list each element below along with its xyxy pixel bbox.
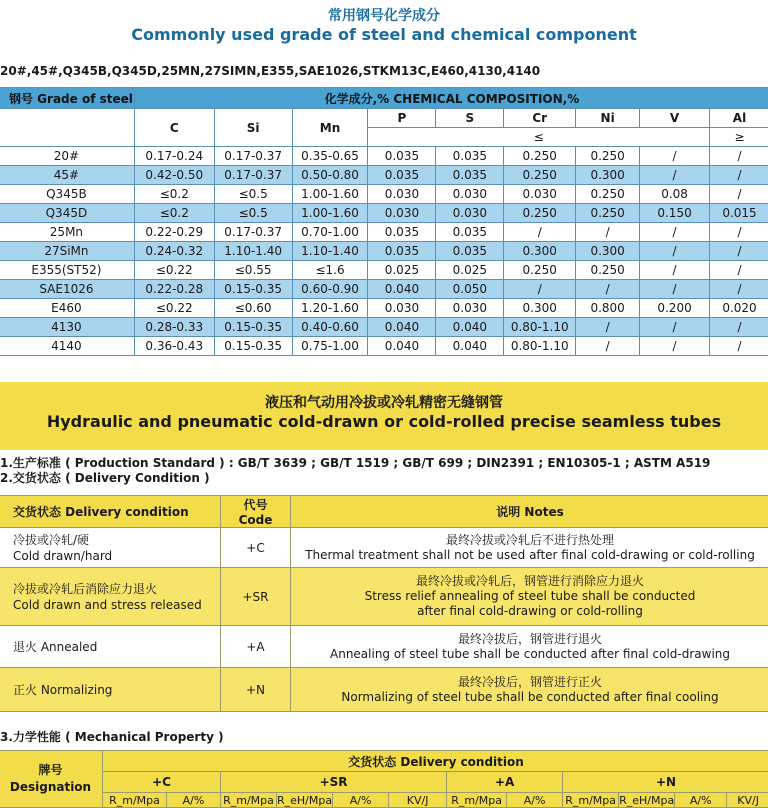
value-cell: 0.035 bbox=[436, 223, 504, 242]
value-cell: 0.80-1.10 bbox=[504, 337, 576, 356]
value-cell: 0.36-0.43 bbox=[134, 337, 214, 356]
value-cell: 1.10-1.40 bbox=[292, 242, 368, 261]
mech-sub-header: R_m/Mpa bbox=[563, 793, 619, 808]
value-cell: 0.030 bbox=[436, 185, 504, 204]
grade-header-blank bbox=[0, 109, 134, 147]
composition-header: 化学成分,% CHEMICAL COMPOSITION,% bbox=[134, 88, 768, 109]
grade-cell: 4130 bbox=[0, 318, 134, 337]
value-cell: ≤0.22 bbox=[134, 261, 214, 280]
value-cell: 0.42-0.50 bbox=[134, 166, 214, 185]
value-cell: 0.15-0.35 bbox=[214, 318, 292, 337]
value-cell: 0.250 bbox=[576, 204, 640, 223]
chem-title-cn: 常用钢号化学成分 bbox=[0, 0, 768, 25]
group-a: +A bbox=[447, 772, 563, 793]
value-cell: 0.040 bbox=[368, 337, 436, 356]
delivery-condition-line: 2.交货状态 ( Delivery Condition ) bbox=[0, 471, 710, 486]
chemical-composition-table bbox=[0, 87, 768, 356]
value-cell: 0.300 bbox=[576, 166, 640, 185]
mech-sub-header: A/% bbox=[333, 793, 389, 808]
value-cell: 0.030 bbox=[368, 185, 436, 204]
value-cell: 1.10-1.40 bbox=[214, 242, 292, 261]
value-cell: 0.250 bbox=[504, 261, 576, 280]
value-cell: 0.250 bbox=[504, 166, 576, 185]
value-cell: / bbox=[710, 242, 768, 261]
value-cell: 1.00-1.60 bbox=[292, 185, 368, 204]
mechanical-property-table bbox=[0, 750, 768, 808]
col-header-mn: Mn bbox=[292, 109, 368, 147]
value-cell: / bbox=[640, 242, 710, 261]
value-cell: 0.035 bbox=[368, 242, 436, 261]
notes-header: 说明 Notes bbox=[291, 496, 768, 528]
grade-cell: E460 bbox=[0, 299, 134, 318]
grade-cell: Q345D bbox=[0, 204, 134, 223]
grade-cell: 4140 bbox=[0, 337, 134, 356]
table-row bbox=[0, 223, 768, 242]
table-row bbox=[0, 668, 768, 712]
mech-sub-header: A/% bbox=[167, 793, 221, 808]
grade-cell: 27SiMn bbox=[0, 242, 134, 261]
value-cell: ≤0.2 bbox=[134, 204, 214, 223]
value-cell: 0.15-0.35 bbox=[214, 280, 292, 299]
value-cell: / bbox=[504, 280, 576, 299]
value-cell: 0.150 bbox=[640, 204, 710, 223]
value-cell: / bbox=[576, 223, 640, 242]
value-cell: 0.28-0.33 bbox=[134, 318, 214, 337]
col-header-p: P bbox=[368, 109, 436, 128]
note-cell: 最终冷拔或冷轧后，钢管进行消除应力退火 Stress relief annealing of steel tube shall be conducted after final cold-drawing or cold-rolling bbox=[291, 568, 768, 626]
value-cell: 0.035 bbox=[436, 147, 504, 166]
value-cell: 0.24-0.32 bbox=[134, 242, 214, 261]
limit-ge: ≥ bbox=[710, 128, 768, 147]
grade-cell: 20# bbox=[0, 147, 134, 166]
value-cell: 0.040 bbox=[436, 337, 504, 356]
chem-title-en: Commonly used grade of steel and chemical component bbox=[0, 25, 768, 45]
mechanical-property-title: 3.力学性能 ( Mechanical Property ) bbox=[0, 728, 224, 745]
value-cell: 0.40-0.60 bbox=[292, 318, 368, 337]
value-cell: 0.300 bbox=[504, 299, 576, 318]
mech-sub-header: R_m/Mpa bbox=[221, 793, 277, 808]
value-cell: ≤0.55 bbox=[214, 261, 292, 280]
value-cell: 0.75-1.00 bbox=[292, 337, 368, 356]
value-cell: 0.800 bbox=[576, 299, 640, 318]
value-cell: 0.015 bbox=[710, 204, 768, 223]
value-cell: 0.17-0.24 bbox=[134, 147, 214, 166]
value-cell: 1.20-1.60 bbox=[292, 299, 368, 318]
value-cell: 0.200 bbox=[640, 299, 710, 318]
mech-sub-header: A/% bbox=[675, 793, 727, 808]
value-cell: / bbox=[710, 337, 768, 356]
value-cell: 0.025 bbox=[436, 261, 504, 280]
mech-sub-header: A/% bbox=[507, 793, 563, 808]
value-cell: / bbox=[640, 280, 710, 299]
value-cell: / bbox=[710, 185, 768, 204]
value-cell: / bbox=[710, 280, 768, 299]
value-cell: 0.250 bbox=[504, 204, 576, 223]
col-header-si: Si bbox=[214, 109, 292, 147]
value-cell: 0.50-0.80 bbox=[292, 166, 368, 185]
code-cell: +A bbox=[221, 626, 291, 668]
value-cell: 0.250 bbox=[576, 261, 640, 280]
code-cell: +N bbox=[221, 668, 291, 712]
note-cell: 最终冷拔后，钢管进行退火 Annealing of steel tube shall be conducted after final cold-drawing bbox=[291, 626, 768, 668]
value-cell: 0.35-0.65 bbox=[292, 147, 368, 166]
value-cell: 0.250 bbox=[504, 147, 576, 166]
value-cell: ≤1.6 bbox=[292, 261, 368, 280]
value-cell: 0.040 bbox=[368, 280, 436, 299]
value-cell: 0.035 bbox=[368, 166, 436, 185]
condition-header: 交货状态 Delivery condition bbox=[0, 496, 221, 528]
standards-block bbox=[0, 456, 710, 486]
value-cell: 0.22-0.28 bbox=[134, 280, 214, 299]
code-header: 代号 Code bbox=[221, 496, 291, 528]
value-cell: / bbox=[576, 280, 640, 299]
table-row bbox=[0, 204, 768, 223]
value-cell: 0.035 bbox=[436, 242, 504, 261]
table-row bbox=[0, 318, 768, 337]
value-cell: 0.300 bbox=[504, 242, 576, 261]
value-cell: 0.08 bbox=[640, 185, 710, 204]
code-cell: +SR bbox=[221, 568, 291, 626]
value-cell: 0.17-0.37 bbox=[214, 223, 292, 242]
value-cell: 0.030 bbox=[368, 204, 436, 223]
col-header-s: S bbox=[436, 109, 504, 128]
grades-line: 20#,45#,Q345B,Q345D,25MN,27SIMN,E355,SAE1026,STKM13C,E460,4130,4140 bbox=[0, 64, 540, 78]
value-cell: 0.250 bbox=[576, 147, 640, 166]
value-cell: / bbox=[710, 223, 768, 242]
value-cell: 0.17-0.37 bbox=[214, 166, 292, 185]
value-cell: 0.15-0.35 bbox=[214, 337, 292, 356]
value-cell: 0.035 bbox=[368, 223, 436, 242]
value-cell: / bbox=[640, 147, 710, 166]
table-row bbox=[0, 166, 768, 185]
value-cell: / bbox=[640, 166, 710, 185]
value-cell: 0.030 bbox=[504, 185, 576, 204]
condition-cell: 退火 Annealed bbox=[0, 626, 221, 668]
value-cell: 0.60-0.90 bbox=[292, 280, 368, 299]
value-cell: ≤0.5 bbox=[214, 204, 292, 223]
value-cell: 0.030 bbox=[436, 299, 504, 318]
value-cell: / bbox=[640, 223, 710, 242]
value-cell: 0.80-1.10 bbox=[504, 318, 576, 337]
note-cell: 最终冷拔后，钢管进行正火 Normalizing of steel tube shall be conducted after final cooling bbox=[291, 668, 768, 712]
table-row bbox=[0, 185, 768, 204]
note-cell: 最终冷拔或冷轧后不进行热处理 Thermal treatment shall not be used after final cold-drawing or cold-rolling bbox=[291, 528, 768, 568]
col-header-c: C bbox=[134, 109, 214, 147]
value-cell: 1.00-1.60 bbox=[292, 204, 368, 223]
table-row bbox=[0, 242, 768, 261]
value-cell: 0.17-0.37 bbox=[214, 147, 292, 166]
table-row bbox=[0, 299, 768, 318]
value-cell: ≤0.22 bbox=[134, 299, 214, 318]
mech-sub-header: KV/J bbox=[727, 793, 768, 808]
col-header-ni: Ni bbox=[576, 109, 640, 128]
value-cell: ≤0.5 bbox=[214, 185, 292, 204]
table-row bbox=[0, 626, 768, 668]
mech-sub-header: R_eH/Mpa bbox=[619, 793, 675, 808]
condition-cell: 冷拔或冷轧/硬 Cold drawn/hard bbox=[0, 528, 221, 568]
value-cell: 0.030 bbox=[436, 204, 504, 223]
group-n: +N bbox=[563, 772, 768, 793]
delivery-condition-header: 交货状态 Delivery condition bbox=[103, 751, 768, 772]
grade-cell: E355(ST52) bbox=[0, 261, 134, 280]
group-c: +C bbox=[103, 772, 221, 793]
value-cell: / bbox=[640, 318, 710, 337]
table-row bbox=[0, 261, 768, 280]
grade-cell: Q345B bbox=[0, 185, 134, 204]
value-cell: / bbox=[576, 337, 640, 356]
value-cell: 0.040 bbox=[368, 318, 436, 337]
value-cell: 0.040 bbox=[436, 318, 504, 337]
col-header-v: V bbox=[640, 109, 710, 128]
value-cell: 0.035 bbox=[368, 147, 436, 166]
value-cell: / bbox=[640, 261, 710, 280]
value-cell: / bbox=[640, 337, 710, 356]
condition-cell: 正火 Normalizing bbox=[0, 668, 221, 712]
designation-header: 牌号 Designation bbox=[0, 751, 103, 808]
value-cell: 0.035 bbox=[436, 166, 504, 185]
value-cell: 0.22-0.29 bbox=[134, 223, 214, 242]
value-cell: ≤0.2 bbox=[134, 185, 214, 204]
col-header-al: Al bbox=[710, 109, 768, 128]
value-cell: / bbox=[710, 261, 768, 280]
value-cell: 0.250 bbox=[576, 185, 640, 204]
mech-sub-header: R_m/Mpa bbox=[447, 793, 507, 808]
condition-cell: 冷拔或冷轧后消除应力退火 Cold drawn and stress released bbox=[0, 568, 221, 626]
value-cell: / bbox=[710, 147, 768, 166]
production-standard-line: 1.生产标准 ( Production Standard ) : GB/T 3639 ; GB/T 1519 ; GB/T 699 ; DIN2391 ; EN10305-1 ; ASTM A519 bbox=[0, 456, 710, 471]
group-sr: +SR bbox=[221, 772, 447, 793]
col-header-cr: Cr bbox=[504, 109, 576, 128]
tubes-section-title bbox=[0, 382, 768, 450]
value-cell: 0.025 bbox=[368, 261, 436, 280]
value-cell: 0.020 bbox=[710, 299, 768, 318]
value-cell: 0.050 bbox=[436, 280, 504, 299]
value-cell: 0.70-1.00 bbox=[292, 223, 368, 242]
value-cell: ≤0.60 bbox=[214, 299, 292, 318]
table-row bbox=[0, 280, 768, 299]
value-cell: / bbox=[576, 318, 640, 337]
chem-section-title bbox=[0, 0, 768, 56]
mech-sub-header: R_m/Mpa bbox=[103, 793, 167, 808]
limit-le: ≤ bbox=[368, 128, 710, 147]
value-cell: / bbox=[504, 223, 576, 242]
value-cell: / bbox=[710, 166, 768, 185]
grade-cell: SAE1026 bbox=[0, 280, 134, 299]
mech-sub-header: KV/J bbox=[389, 793, 447, 808]
code-cell: +C bbox=[221, 528, 291, 568]
value-cell: 0.300 bbox=[576, 242, 640, 261]
tubes-title-cn: 液压和气动用冷拔或冷轧精密无缝钢管 bbox=[0, 382, 768, 412]
table-row bbox=[0, 568, 768, 626]
grade-cell: 45# bbox=[0, 166, 134, 185]
table-row bbox=[0, 337, 768, 356]
grade-header: 钢号 Grade of steel bbox=[0, 88, 134, 109]
delivery-condition-table bbox=[0, 495, 768, 712]
table-row bbox=[0, 147, 768, 166]
value-cell: / bbox=[710, 318, 768, 337]
table-row bbox=[0, 528, 768, 568]
mech-sub-header: R_eH/Mpa bbox=[277, 793, 333, 808]
value-cell: 0.030 bbox=[368, 299, 436, 318]
grade-cell: 25Mn bbox=[0, 223, 134, 242]
tubes-title-en: Hydraulic and pneumatic cold-drawn or cold-rolled precise seamless tubes bbox=[0, 412, 768, 432]
